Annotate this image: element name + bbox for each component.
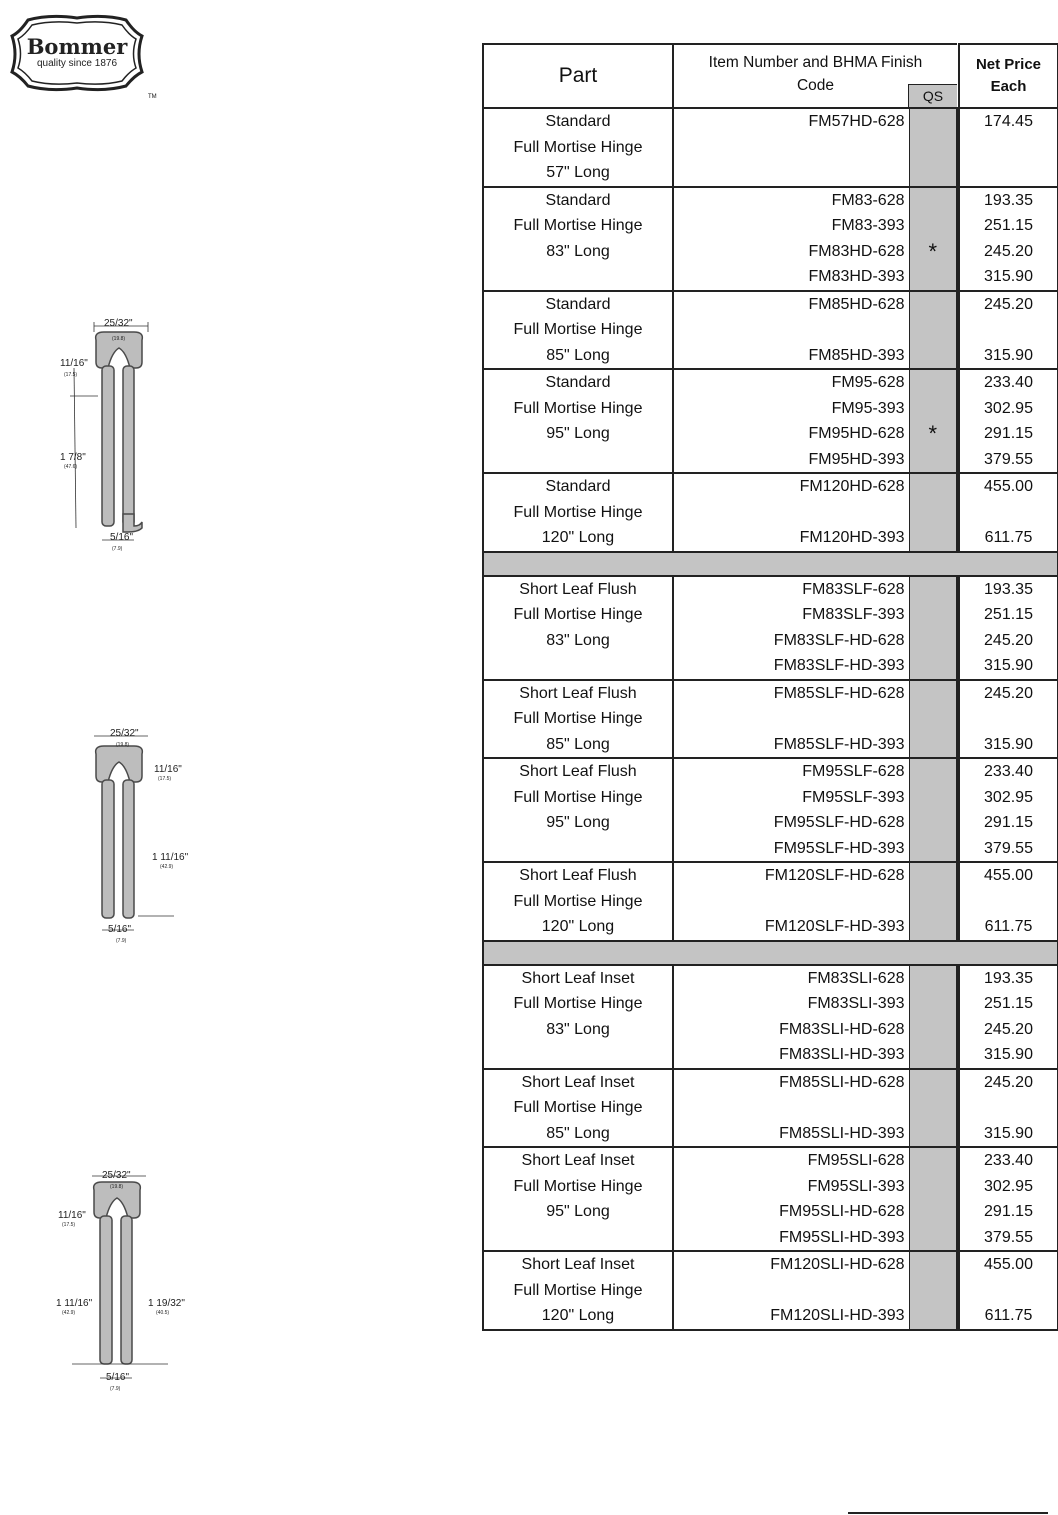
qs-cell [909,291,957,370]
profile2-gap-label: 5/16" [108,924,132,935]
net-price: 291.15 [984,814,1033,831]
part-line: Short Leaf Inset [521,1073,635,1091]
quick-ship-star [910,732,957,758]
quick-ship-star [910,292,957,318]
net-price [960,317,1057,343]
qs-cell [909,108,957,187]
net-price: 315.90 [984,1046,1033,1063]
qs-cell [909,1147,957,1251]
net-price: 315.90 [984,346,1033,364]
profile1-width-label: 25/32" [104,318,133,329]
net-price-cell [959,187,1058,291]
item-number: FM95SLI-HD-393 [779,1228,905,1246]
item-number: FM95SLF-HD-393 [773,839,905,857]
part-cell [483,1147,673,1251]
net-price: 251.15 [984,995,1033,1012]
quick-ship-star [910,1303,957,1329]
part-line: Full Mortise Hinge [513,892,643,910]
quick-ship-star [910,966,957,992]
separator-bar [483,552,1058,576]
quick-ship-star [910,500,957,526]
net-price: 193.35 [984,580,1033,598]
part-line: 120" Long [541,529,615,546]
profile2-knuckle-label: 11/16" [154,764,182,775]
profile2-width-label: 25/32" [110,728,139,739]
part-line: Full Mortise Hinge [513,1099,643,1116]
net-price: 245.20 [984,684,1033,702]
net-price: 315.90 [984,268,1033,285]
profile2-knuckle-mm: (17.5) [158,776,172,782]
part-cell [483,291,673,370]
qs-cell [909,1069,957,1148]
header-net-price [959,44,1058,108]
item-number-cell [673,862,909,941]
part-line: 120" Long [541,1307,615,1324]
quick-ship-star [910,1252,957,1278]
part-line: 83" Long [546,242,610,260]
item-number: FM83-393 [831,217,905,234]
qs-cell [909,680,957,759]
part-line: Full Mortise Hinge [513,1281,643,1299]
item-number: FM85SLF-HD-628 [773,684,905,702]
table-row [483,369,1058,473]
item-number [674,706,905,732]
quick-ship-star [910,135,957,161]
quick-ship-star [910,836,957,862]
part-line: 85" Long [546,346,610,364]
item-number: FM120SLF-HD-628 [764,867,905,884]
net-price: 251.15 [984,606,1033,623]
brand-tagline: quality since 1876 [36,58,118,69]
net-price-cell [959,862,1058,941]
part-line: Short Leaf Inset [521,1152,635,1169]
profile1-gap-label: 5/16" [110,532,134,543]
part-line: Standard [545,295,611,313]
part-line: 95" Long [546,814,610,831]
item-number: FM85SLI-HD-393 [779,1124,905,1142]
quick-ship-star [910,474,957,500]
item-number: FM83SLI-628 [807,969,905,987]
net-price: 174.45 [984,113,1033,130]
item-number: FM95-393 [831,399,905,417]
net-price: 245.20 [984,1073,1033,1091]
net-price: 455.00 [984,1256,1033,1273]
part-cell [483,862,673,941]
net-price-cell [959,1069,1058,1148]
quick-ship-star [910,1121,957,1147]
quick-ship-star [910,1199,957,1225]
quick-ship-star [910,525,957,551]
quick-ship-star [910,863,957,889]
separator-bar [483,941,1058,965]
header-price-text: Net Price Each [975,56,1042,95]
net-price: 233.40 [984,763,1033,780]
table-row [483,576,1058,680]
part-cell [483,758,673,862]
table-row [483,680,1058,759]
net-price: 315.90 [984,1124,1033,1142]
net-price: 233.40 [984,1152,1033,1169]
part-line: 120" Long [541,918,615,935]
quick-ship-star [910,160,957,186]
net-price [960,706,1057,732]
part-cell [483,680,673,759]
qs-cell [909,965,957,1069]
quick-ship-star [910,343,957,369]
quick-ship-star [910,602,957,628]
net-price: 193.35 [984,191,1033,209]
item-number: FM83SLF-628 [802,580,905,598]
profile3-gap-label: 5/16" [106,1372,130,1383]
table-row [483,1147,1058,1251]
item-number: FM57HD-628 [808,113,905,130]
net-price-cell [959,291,1058,370]
profile1-knuckle-label: 11/16" [60,358,88,369]
net-price: 291.15 [984,425,1033,442]
item-number: FM120SLI-HD-393 [770,1307,905,1324]
item-number: FM85SLI-HD-628 [779,1073,905,1091]
item-number [674,1095,905,1121]
profile2-leaf-label: 1 11/16" [152,852,189,863]
profile3-leaf-mm: (42.9) [62,1310,76,1316]
net-price: 455.00 [984,867,1033,884]
quick-ship-star [910,991,957,1017]
net-price [960,135,1057,161]
part-line: Short Leaf Flush [519,684,637,702]
part-cell [483,576,673,680]
quick-ship-star [910,1017,957,1043]
short-leaf-inset-profile [56,1168,192,1394]
quick-ship-star [910,188,957,214]
brand-name: Bommer [26,34,128,59]
item-number: FM95SLI-393 [807,1177,905,1195]
item-number-cell [673,680,909,759]
profile1-width-mm: (19.8) [112,336,126,342]
item-number-cell [673,108,909,187]
item-number: FM85HD-628 [808,295,905,313]
profile1-gap-mm: (7.9) [112,546,123,552]
quick-ship-star [910,889,957,915]
part-line: Full Mortise Hinge [513,217,643,234]
table-separator-row [483,941,1058,965]
item-number [674,500,905,526]
profile3-leaf2-mm: (40.5) [156,1310,170,1316]
net-price-cell [959,473,1058,552]
part-cell [483,1069,673,1148]
part-line: Short Leaf Flush [519,867,637,884]
quick-ship-star [910,1070,957,1096]
quick-ship-star [910,447,957,473]
item-number: FM95SLI-HD-628 [779,1203,905,1220]
quick-ship-star [910,1225,957,1251]
part-line: Standard [545,478,611,495]
trademark-mark: TM [148,94,157,100]
item-number [674,1278,905,1304]
net-price: 379.55 [984,839,1033,857]
table-row [483,108,1058,187]
item-number-cell [673,1251,909,1330]
item-number-cell [673,965,909,1069]
header-qs: QS [908,84,957,107]
item-number: FM95SLF-HD-628 [773,814,905,831]
item-number: FM120SLF-HD-393 [764,918,905,935]
quick-ship-star [910,914,957,940]
part-cell [483,108,673,187]
item-number: FM83SLF-HD-628 [773,631,905,649]
part-cell [483,369,673,473]
header-item-number [673,44,957,108]
part-line: Standard [545,191,611,209]
item-number [674,889,905,915]
quick-ship-star [910,396,957,422]
quick-ship-star [910,317,957,343]
profile1-knuckle-mm: (17.5) [64,372,78,378]
part-line: Full Mortise Hinge [513,321,643,338]
profile3-gap-mm: (7.9) [110,1386,121,1392]
net-price: 611.75 [984,529,1033,546]
quick-ship-star [910,213,957,239]
part-line: Short Leaf Inset [521,1256,635,1273]
item-number [674,317,905,343]
quick-ship-star [910,706,957,732]
item-number: FM83SLI-HD-393 [779,1046,905,1063]
net-price: 455.00 [984,478,1033,495]
qs-cell [909,758,957,862]
table-separator-row [483,552,1058,576]
net-price-cell [959,758,1058,862]
part-cell [483,473,673,552]
short-leaf-flush-profile [90,724,200,950]
table-row [483,291,1058,370]
net-price: 302.95 [984,788,1033,806]
profile3-width-mm: (19.8) [110,1184,124,1190]
item-number: FM95HD-628 [808,425,905,442]
item-number: FM85HD-393 [808,346,905,364]
header-part: Part [483,44,673,108]
part-cell [483,965,673,1069]
quick-ship-star [910,1278,957,1304]
net-price: 245.20 [984,631,1033,649]
item-number: FM120HD-393 [799,529,905,546]
item-number-cell [673,1069,909,1148]
profile2-gap-mm: (7.9) [116,938,127,944]
part-line: Full Mortise Hinge [513,788,643,806]
item-number: FM95SLI-628 [807,1152,905,1169]
quick-ship-star [910,109,957,135]
net-price: 245.20 [984,295,1033,313]
net-price-cell [959,965,1058,1069]
profile3-width-label: 25/32" [102,1170,131,1181]
item-number: FM85SLF-HD-393 [773,735,905,753]
net-price: 291.15 [984,1203,1033,1220]
part-line: 95" Long [546,425,610,442]
table-row [483,758,1058,862]
table-row [483,862,1058,941]
profile2-width-mm: (19.8) [116,742,130,748]
quick-ship-star [910,264,957,290]
part-line: Full Mortise Hinge [513,503,643,521]
item-number-cell [673,291,909,370]
qs-cell [909,473,957,552]
header-item-text: Item Number and BHMA Finish Code [708,54,923,94]
item-number [674,160,905,186]
quick-ship-star [910,1095,957,1121]
net-price: 302.95 [984,399,1033,417]
net-price [960,889,1057,915]
net-price: 611.75 [984,1307,1033,1324]
qs-cell [909,576,957,680]
part-line: 57" Long [546,164,610,181]
net-price-cell [959,1147,1058,1251]
net-price [960,1095,1057,1121]
quick-ship-star [910,653,957,679]
quick-ship-star [910,1174,957,1200]
standard-hinge-profile [58,318,168,554]
profile3-knuckle-mm: (17.5) [62,1222,76,1228]
item-number: FM95-628 [831,374,905,391]
part-line: Short Leaf Flush [519,763,637,780]
part-line: Standard [545,113,611,130]
item-number-cell [673,473,909,552]
part-line: Full Mortise Hinge [513,138,643,156]
net-price: 193.35 [984,969,1033,987]
qs-cell [909,369,957,473]
net-price: 379.55 [984,450,1033,468]
net-price-cell [959,108,1058,187]
part-cell [483,187,673,291]
net-price: 302.95 [984,1177,1033,1195]
net-price [960,500,1057,526]
part-line: Full Mortise Hinge [513,399,643,417]
net-price: 379.55 [984,1228,1033,1246]
part-line: 83" Long [546,631,610,649]
item-number-cell [673,758,909,862]
item-number: FM83SLI-HD-628 [779,1020,905,1038]
item-number [674,135,905,161]
net-price: 233.40 [984,374,1033,391]
part-line: Full Mortise Hinge [513,995,643,1012]
footer-rule [848,1512,1048,1514]
quick-ship-star [910,759,957,785]
profile3-knuckle-label: 11/16" [58,1210,86,1221]
quick-ship-star [910,628,957,654]
item-number-cell [673,369,909,473]
part-line: 85" Long [546,735,610,753]
part-line: Standard [545,374,611,391]
profile2-leaf-mm: (42.9) [160,864,174,870]
net-price: 245.20 [984,242,1033,260]
net-price: 611.75 [984,918,1033,935]
quick-ship-star [910,681,957,707]
quick-ship-star [910,370,957,396]
qs-cell [909,187,957,291]
quick-ship-star: * [928,238,938,264]
item-number: FM95SLF-393 [802,788,905,806]
profile1-leaf-mm: (47.6) [64,464,78,470]
net-price: 251.15 [984,217,1033,234]
table-row [483,473,1058,552]
item-number-cell [673,576,909,680]
profile1-leaf-label: 1 7/8" [60,452,86,463]
part-cell [483,1251,673,1330]
table-row [483,1069,1058,1148]
item-number: FM95SLF-628 [802,763,905,780]
part-line: Short Leaf Inset [521,969,635,987]
part-line: Full Mortise Hinge [513,606,643,623]
net-price: 245.20 [984,1020,1033,1038]
item-number-cell [673,1147,909,1251]
part-line: Short Leaf Flush [519,580,637,598]
net-price [960,160,1057,186]
table-row [483,1251,1058,1330]
bommer-logo [10,14,157,100]
quick-ship-star [910,1042,957,1068]
quick-ship-star: * [928,421,938,446]
item-number: FM95HD-393 [808,450,905,468]
net-price-cell [959,1251,1058,1330]
item-number: FM83HD-393 [808,268,905,285]
net-price: 315.90 [984,657,1033,674]
part-line: Full Mortise Hinge [513,710,643,727]
item-number: FM120SLI-HD-628 [770,1256,905,1273]
table-row [483,965,1058,1069]
table-header-row [483,44,1058,108]
item-number: FM83HD-628 [808,242,905,260]
price-table [482,43,1058,1331]
quick-ship-star [910,1148,957,1174]
quick-ship-star [910,785,957,811]
profile3-leaf2-label: 1 19/32" [148,1298,185,1309]
part-line: 95" Long [546,1203,610,1220]
item-number: FM83SLF-393 [802,606,905,623]
qs-cell [909,1251,957,1330]
item-number-cell [673,187,909,291]
item-number: FM120HD-628 [799,478,905,495]
part-line: 85" Long [546,1124,610,1142]
profile3-leaf-label: 1 11/16" [56,1298,93,1309]
item-number: FM83SLI-393 [807,995,905,1012]
net-price-cell [959,576,1058,680]
quick-ship-star [910,810,957,836]
item-number: FM83-628 [831,191,905,209]
table-row [483,187,1058,291]
table-body [483,108,1058,1330]
net-price [960,1278,1057,1304]
net-price: 315.90 [984,735,1033,753]
part-line: 83" Long [546,1020,610,1038]
quick-ship-star [910,577,957,603]
net-price-cell [959,680,1058,759]
qs-cell [909,862,957,941]
net-price-cell [959,369,1058,473]
part-line: Full Mortise Hinge [513,1177,643,1195]
item-number: FM83SLF-HD-393 [773,657,905,674]
